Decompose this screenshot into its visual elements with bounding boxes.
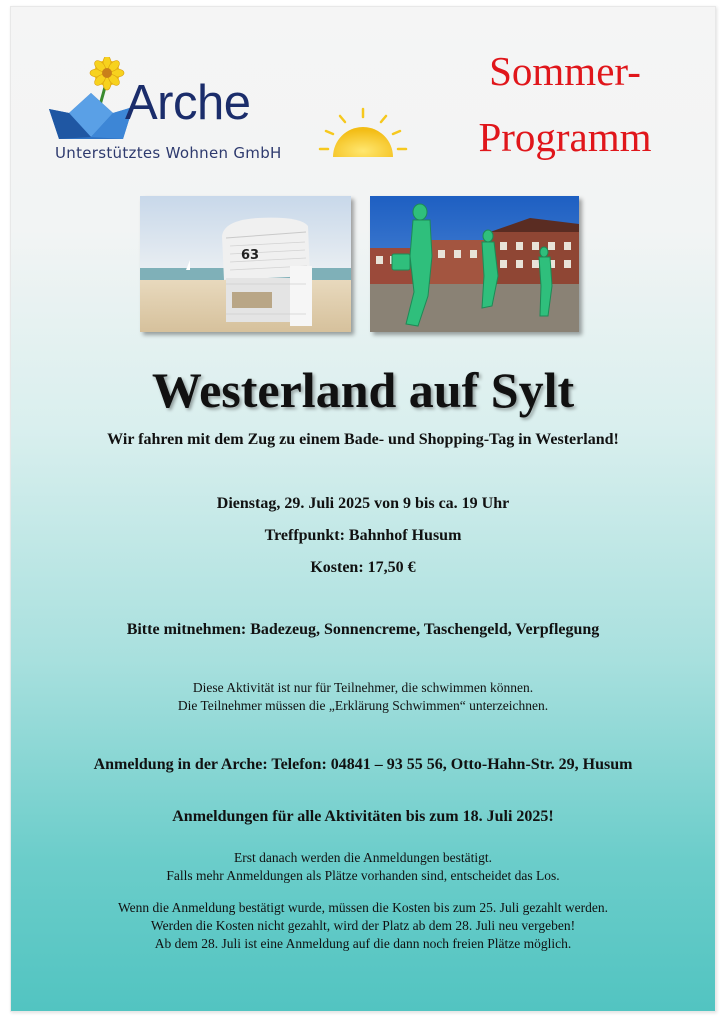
paper-boat-flower-icon — [47, 57, 137, 142]
logo-subtitle: Unterstütztes Wohnen GmbH — [55, 144, 282, 162]
confirm-note-line: Erst danach werden die Anmeldungen bestätigt. — [234, 850, 492, 865]
swim-note-line: Die Teilnehmer müssen die „Erklärung Schwimmen“ unterzeichnen. — [177, 698, 549, 713]
event-cost: Kosten: 17,50 € — [310, 559, 416, 576]
event-title: Westerland auf Sylt — [151, 362, 575, 418]
green-statues-photo — [370, 196, 579, 332]
beach-chair-number: 63 — [241, 248, 260, 263]
headline-line-1: Sommer- — [489, 48, 641, 94]
confirm-note-line: Falls mehr Anmeldungen als Plätze vorhanden sind, entscheidet das Los. — [166, 868, 560, 883]
event-date: Dienstag, 29. Juli 2025 von 9 bis ca. 19 Uhr — [216, 495, 510, 512]
payment-note-line: Werden die Kosten nicht gezahlt, wird der Platz ab dem 28. Juli neu vergeben! — [150, 918, 576, 933]
swim-note-line: Diese Aktivität ist nur für Teilnehmer, die schwimmen können. — [192, 680, 534, 695]
meeting-point: Treffpunkt: Bahnhof Husum — [264, 527, 462, 544]
bring-list: Bitte mitnehmen: Badezeug, Sonnencreme, Taschengeld, Verpflegung — [126, 621, 600, 638]
payment-note-line: Wenn die Anmeldung bestätigt wurde, müssen die Kosten bis zum 25. Juli gezahlt werden. — [117, 900, 609, 915]
sun-icon — [318, 107, 408, 163]
beach-chair-photo — [140, 196, 351, 332]
logo-name: Arche — [125, 76, 251, 130]
arche-logo — [47, 57, 307, 177]
payment-note-line: Ab dem 28. Juli ist eine Anmeldung auf die dann noch freien Plätze möglich. — [154, 936, 572, 951]
registration-info: Anmeldung in der Arche: Telefon: 04841 – 93 55 56, Otto-Hahn-Str. 29, Husum — [93, 756, 633, 773]
intro-text: Wir fahren mit dem Zug zu einem Bade- und Shopping-Tag in Westerland! — [107, 431, 619, 448]
headline-line-2: Programm — [478, 114, 652, 160]
registration-deadline: Anmeldungen für alle Aktivitäten bis zum 18. Juli 2025! — [172, 808, 554, 825]
flyer-page — [10, 6, 716, 1012]
